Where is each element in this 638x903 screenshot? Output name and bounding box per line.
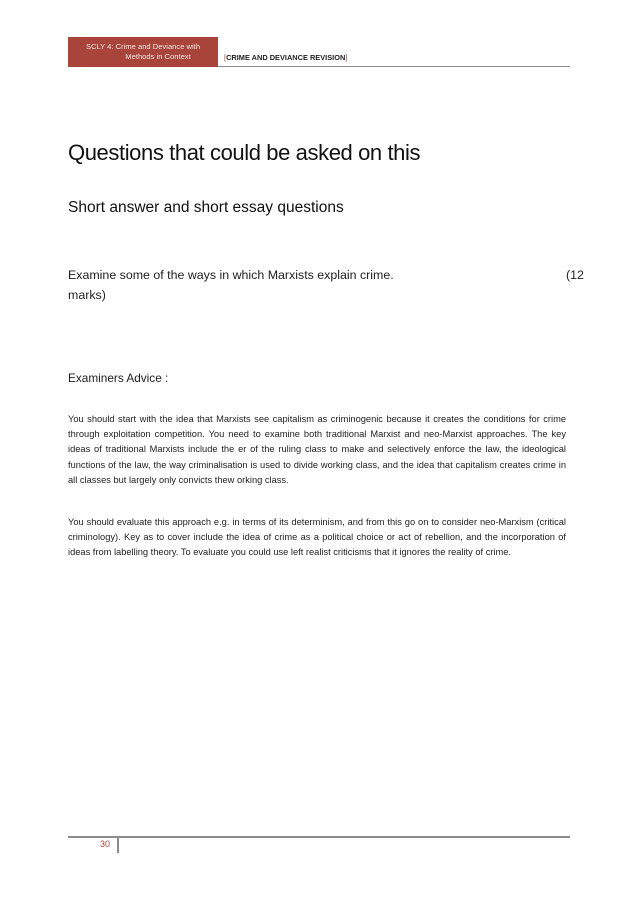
header-rule [218,66,570,67]
close-bracket: ] [345,53,348,62]
question-marks-close: marks) [68,288,106,302]
footer-rule [68,836,570,838]
page-number-divider [117,838,119,853]
revision-title-text: CRIME AND DEVIANCE REVISION [226,53,346,62]
revision-title [224,53,347,62]
course-label-box [68,37,218,67]
course-label-line2: Methods in Context [125,52,191,61]
question [68,265,584,305]
question-text: Examine some of the ways in which Marxists explain crime. [68,268,394,282]
question-marks-open: (12 [566,268,584,282]
course-label-line1: SCLY 4: Crime and Deviance with [85,42,201,51]
advice-paragraph-1: You should start with the idea that Marxists see capitalism as criminogenic because it creates the conditions for crime through exploitation competition. You need to examine both traditional Marxist and neo-Marxist approaches. The key ideas of traditional Marxists include the er of the ruling class to make and selectively enforce the law, the ideological functions of the law, the way criminalisation is used to divide working class, and the idea that capitalism creates crime in all classes but largely only convicts thew orking class. [68,414,566,485]
advice-heading: Examiners Advice : [68,371,169,385]
open-bracket: [ [224,53,227,62]
advice-paragraph-2: You should evaluate this approach e.g. in terms of its determinism, and from this go on to consider neo-Marxism (critical criminology). Key as to cover include the idea of crime as a political choice or act of rebellion, and the incorporation of ideas from labelling theory. To evaluate you could use left realist criticisms that it ignores the reality of crime. [68,517,566,558]
page-title: Questions that could be asked on this [68,140,421,165]
page-number: 30 [100,839,111,849]
section-heading: Short answer and short essay questions [68,199,344,216]
